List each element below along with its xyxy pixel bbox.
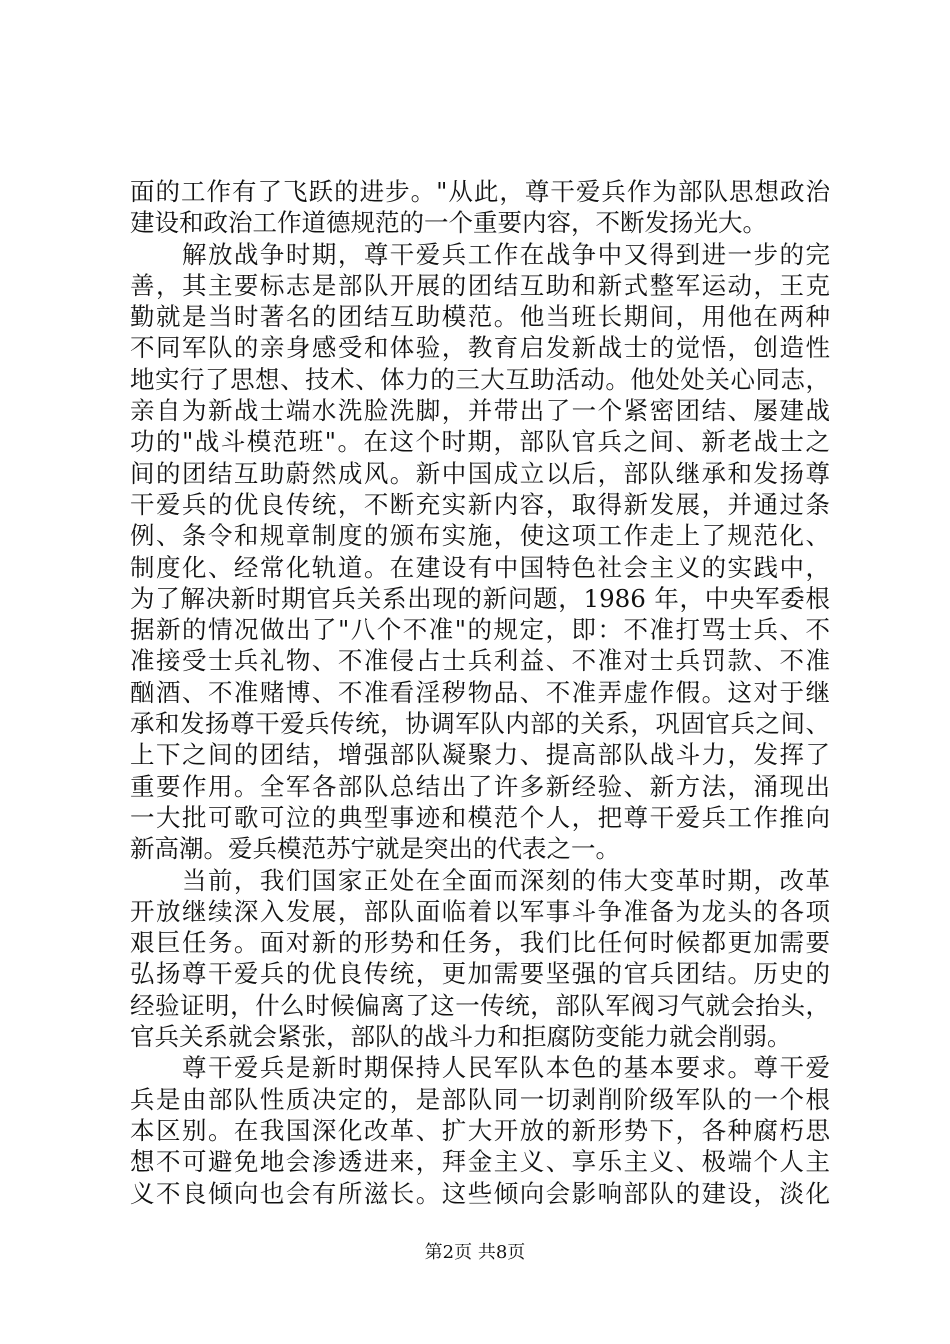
text-line: 艰巨任务。面对新的形势和任务，我们比任何时候都更加需要 xyxy=(130,928,830,958)
text-line: 官兵关系就会紧张，部队的战斗力和拒腐防变能力就会削弱。 xyxy=(130,1022,792,1052)
text-line: 干爱兵的优良传统，不断充实新内容，取得新发展，并通过条 xyxy=(130,489,830,519)
text-line: 重要作用。全军各部队总结出了许多新经验、新方法，涌现出 xyxy=(130,771,830,801)
text-line: 间的团结互助蔚然成风。新中国成立以后，部队继承和发扬尊 xyxy=(130,458,830,488)
text-line: 为了解决新时期官兵关系出现的新问题，1986 年，中央军委根 xyxy=(130,583,830,613)
text-line: 面的工作有了飞跃的进步。"从此，尊干爱兵作为部队思想政治 xyxy=(130,177,830,206)
text-line: 兵是由部队性质决定的，是部队同一切剥削阶级军队的一个根 xyxy=(130,1084,830,1114)
text-line: 上下之间的团结，增强部队凝聚力、提高部队战斗力，发挥了 xyxy=(130,740,830,770)
page-footer: 第2页 共8页 xyxy=(424,1242,526,1263)
text-line: 准接受士兵礼物、不准侵占士兵利益、不准对士兵罚款、不准 xyxy=(130,646,830,676)
text-line: 酗酒、不准赌博、不准看淫秽物品、不准弄虚作假。这对于继 xyxy=(130,677,830,707)
text-line: 功的"战斗模范班"。在这个时期，部队官兵之间、新老战士之 xyxy=(130,427,830,457)
text-line: 当前，我们国家正处在全面而深刻的伟大变革时期，改革 xyxy=(130,865,830,895)
body-text xyxy=(130,176,830,1209)
text-line: 开放继续深入发展，部队面临着以军事斗争准备为龙头的各项 xyxy=(130,896,830,926)
text-line: 新高潮。爱兵模范苏宁就是突出的代表之一。 xyxy=(130,834,620,864)
text-line: 善，其主要标志是部队开展的团结互助和新式整军运动，王克 xyxy=(130,270,830,300)
text-line: 弘扬尊干爱兵的优良传统，更加需要坚强的官兵团结。历史的 xyxy=(130,959,830,989)
text-line: 据新的情况做出了"八个不准"的规定，即：不准打骂士兵、不 xyxy=(130,615,830,645)
text-line: 地实行了思想、技术、体力的三大互助活动。他处处关心同志， xyxy=(130,364,830,394)
text-line: 亲自为新战士端水洗脸洗脚，并带出了一个紧密团结、屡建战 xyxy=(130,396,830,426)
text-line: 义不良倾向也会有所滋长。这些倾向会影响部队的建设，淡化 xyxy=(130,1178,830,1208)
text-line: 承和发扬尊干爱兵传统，协调军队内部的关系，巩固官兵之间、 xyxy=(130,709,830,739)
text-line: 建设和政治工作道德规范的一个重要内容，不断发扬光大。 xyxy=(130,208,767,238)
text-line: 例、条令和规章制度的颁布实施，使这项工作走上了规范化、 xyxy=(130,521,830,551)
text-line: 想不可避免地会渗透进来，拜金主义、享乐主义、极端个人主 xyxy=(130,1147,830,1177)
text-line: 本区别。在我国深化改革、扩大开放的新形势下，各种腐朽思 xyxy=(130,1115,830,1145)
text-line: 制度化、经常化轨道。在建设有中国特色社会主义的实践中， xyxy=(130,552,830,582)
text-line: 解放战争时期，尊干爱兵工作在战争中又得到进一步的完 xyxy=(130,239,830,269)
text-line: 经验证明，什么时候偏离了这一传统，部队军阀习气就会抬头， xyxy=(130,990,830,1020)
text-line: 不同军队的亲身感受和体验，教育启发新战士的觉悟，创造性 xyxy=(130,333,830,363)
text-line: 尊干爱兵是新时期保持人民军队本色的基本要求。尊干爱 xyxy=(130,1053,830,1083)
text-line: 一大批可歌可泣的典型事迹和模范个人，把尊干爱兵工作推向 xyxy=(130,802,830,832)
text-line: 勤就是当时著名的团结互助模范。他当班长期间，用他在两种 xyxy=(130,302,830,332)
